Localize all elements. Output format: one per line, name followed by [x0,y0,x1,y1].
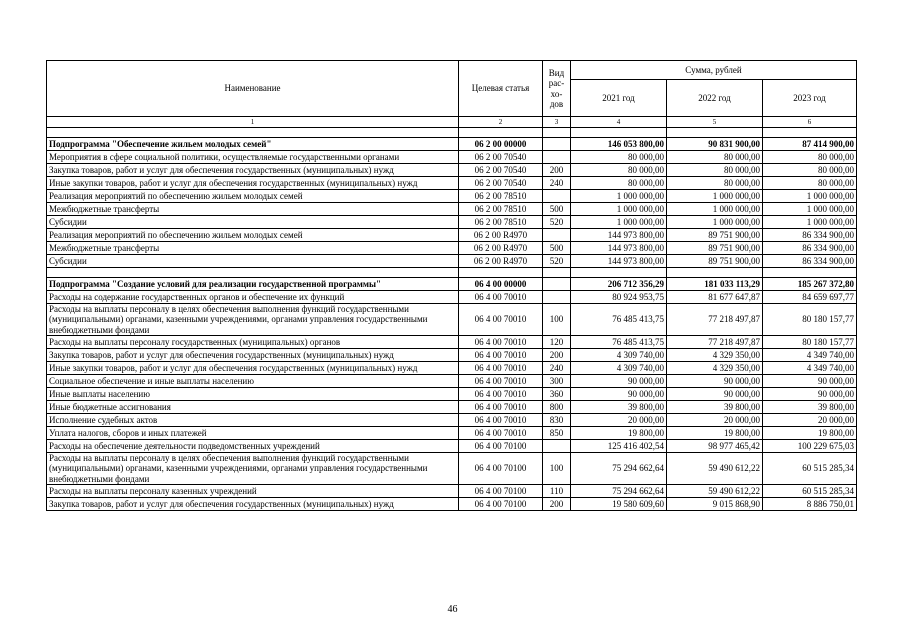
table-row [47,414,857,427]
article-cell: 06 2 00 R4970 [459,255,543,268]
kind-cell: 200 [543,349,571,362]
article-cell: 06 2 00 78510 [459,216,543,229]
table-row [47,291,857,304]
amount-2023-cell: 90 000,00 [763,388,857,401]
kind-cell [543,151,571,164]
amount-2022-cell: 39 800,00 [667,401,763,414]
article-cell: 06 2 00 78510 [459,203,543,216]
name-cell: Субсидии [47,216,459,229]
kind-cell: 500 [543,203,571,216]
amount-2021-cell: 80 000,00 [571,177,667,190]
kind-cell: 240 [543,362,571,375]
empty-cell [571,128,667,138]
article-cell: 06 4 00 70010 [459,375,543,388]
amount-2021-cell: 125 416 402,54 [571,440,667,453]
kind-cell: 360 [543,388,571,401]
kind-cell [543,190,571,203]
amount-2022-cell: 4 329 350,00 [667,349,763,362]
column-index: 5 [667,117,763,128]
subprogram-row [47,278,857,291]
kind-cell: 200 [543,164,571,177]
amount-2023-cell: 86 334 900,00 [763,229,857,242]
page-number: 46 [447,604,458,615]
amount-2022-cell: 89 751 900,00 [667,255,763,268]
spacer-row [47,268,857,278]
kind-cell: 110 [543,485,571,498]
article-cell: 06 2 00 70540 [459,177,543,190]
amount-2023-cell: 19 800,00 [763,427,857,440]
empty-cell [459,128,543,138]
amount-2021-cell: 1 000 000,00 [571,203,667,216]
column-index: 2 [459,117,543,128]
amount-2021-cell: 19 800,00 [571,427,667,440]
table-row [47,362,857,375]
article-cell: 06 4 00 70010 [459,336,543,349]
article-cell: 06 2 00 R4970 [459,242,543,255]
kind-cell [543,138,571,151]
name-cell: Иные закупки товаров, работ и услуг для обеспечения государственных (муниципальных) нужд [47,177,459,190]
header-sum: Сумма, рублей [571,61,857,80]
amount-2023-cell: 60 515 285,34 [763,485,857,498]
kind-cell [543,291,571,304]
empty-cell [571,268,667,278]
amount-2021-cell: 1 000 000,00 [571,216,667,229]
table-row [47,453,857,485]
header-kind: Вид рас- хо- дов [543,61,571,117]
amount-2023-cell: 20 000,00 [763,414,857,427]
amount-2021-cell: 90 000,00 [571,388,667,401]
name-cell: Расходы на выплаты персоналу государственных (муниципальных) органов [47,336,459,349]
kind-cell: 520 [543,216,571,229]
article-cell: 06 2 00 70540 [459,151,543,164]
table-row [47,216,857,229]
name-cell: Социальное обеспечение и иные выплаты населению [47,375,459,388]
table-header [47,61,857,128]
column-index: 3 [543,117,571,128]
name-cell: Расходы на выплаты персоналу в целях обеспечения выполнения функций государственными (муниципальными) органами, казенными учреждениями, органами управления государственными внебюджетными фондами [47,453,459,485]
kind-cell: 300 [543,375,571,388]
amount-2021-cell: 146 053 800,00 [571,138,667,151]
amount-2022-cell: 19 800,00 [667,427,763,440]
amount-2023-cell: 87 414 900,00 [763,138,857,151]
header-2022: 2022 год [667,80,763,117]
name-cell: Межбюджетные трансферты [47,242,459,255]
name-cell: Иные выплаты населению [47,388,459,401]
amount-2022-cell: 9 015 868,90 [667,498,763,511]
table-row [47,336,857,349]
amount-2022-cell: 98 977 465,42 [667,440,763,453]
table-row [47,203,857,216]
table-row [47,440,857,453]
amount-2021-cell: 80 000,00 [571,164,667,177]
column-index: 6 [763,117,857,128]
amount-2023-cell: 1 000 000,00 [763,190,857,203]
kind-cell: 100 [543,304,571,336]
article-cell: 06 2 00 00000 [459,138,543,151]
empty-cell [47,128,459,138]
name-cell: Реализация мероприятий по обеспечению жильем молодых семей [47,190,459,203]
name-cell: Мероприятия в сфере социальной политики, осуществляемые государственными органами [47,151,459,164]
table-row [47,485,857,498]
amount-2022-cell: 77 218 497,87 [667,304,763,336]
amount-2021-cell: 80 000,00 [571,151,667,164]
article-cell: 06 4 00 70010 [459,388,543,401]
name-cell: Уплата налогов, сборов и иных платежей [47,427,459,440]
amount-2023-cell: 4 349 740,00 [763,362,857,375]
table-row [47,242,857,255]
article-cell: 06 4 00 70010 [459,304,543,336]
table-row [47,164,857,177]
amount-2022-cell: 80 000,00 [667,177,763,190]
table-row [47,151,857,164]
amount-2022-cell: 20 000,00 [667,414,763,427]
kind-cell: 120 [543,336,571,349]
kind-cell: 800 [543,401,571,414]
table-row [47,375,857,388]
name-cell: Исполнение судебных актов [47,414,459,427]
amount-2023-cell: 39 800,00 [763,401,857,414]
amount-2022-cell: 89 751 900,00 [667,242,763,255]
article-cell: 06 4 00 70100 [459,453,543,485]
header-2021: 2021 год [571,80,667,117]
amount-2023-cell: 80 180 157,77 [763,304,857,336]
table-row [47,190,857,203]
table-row [47,388,857,401]
kind-cell [543,229,571,242]
article-cell: 06 4 00 70010 [459,427,543,440]
amount-2021-cell: 19 580 609,60 [571,498,667,511]
amount-2021-cell: 206 712 356,29 [571,278,667,291]
budget-table [46,60,857,511]
amount-2021-cell: 76 485 413,75 [571,336,667,349]
amount-2021-cell: 20 000,00 [571,414,667,427]
amount-2022-cell: 77 218 497,87 [667,336,763,349]
kind-cell: 830 [543,414,571,427]
table-row [47,304,857,336]
table-row [47,401,857,414]
amount-2021-cell: 144 973 800,00 [571,242,667,255]
amount-2021-cell: 144 973 800,00 [571,229,667,242]
amount-2022-cell: 59 490 612,22 [667,485,763,498]
amount-2023-cell: 1 000 000,00 [763,203,857,216]
amount-2022-cell: 80 000,00 [667,164,763,177]
kind-cell [543,440,571,453]
amount-2022-cell: 1 000 000,00 [667,203,763,216]
amount-2023-cell: 80 000,00 [763,177,857,190]
name-cell: Закупка товаров, работ и услуг для обеспечения государственных (муниципальных) нужд [47,498,459,511]
column-index: 1 [47,117,459,128]
amount-2022-cell: 4 329 350,00 [667,362,763,375]
article-cell: 06 4 00 70100 [459,498,543,511]
article-cell: 06 2 00 78510 [459,190,543,203]
name-cell: Межбюджетные трансферты [47,203,459,216]
amount-2023-cell: 80 000,00 [763,164,857,177]
table-row [47,177,857,190]
kind-cell: 200 [543,498,571,511]
kind-cell: 850 [543,427,571,440]
amount-2023-cell: 1 000 000,00 [763,216,857,229]
article-cell: 06 2 00 70540 [459,164,543,177]
name-cell: Закупка товаров, работ и услуг для обеспечения государственных (муниципальных) нужд [47,164,459,177]
amount-2021-cell: 75 294 662,64 [571,453,667,485]
amount-2021-cell: 80 924 953,75 [571,291,667,304]
amount-2022-cell: 1 000 000,00 [667,216,763,229]
article-cell: 06 4 00 70010 [459,414,543,427]
name-cell: Подпрограмма "Создание условий для реализации государственной программы" [47,278,459,291]
table-row [47,498,857,511]
amount-2021-cell: 144 973 800,00 [571,255,667,268]
amount-2023-cell: 8 886 750,01 [763,498,857,511]
name-cell: Расходы на содержание государственных органов и обеспечение их функций [47,291,459,304]
amount-2021-cell: 76 485 413,75 [571,304,667,336]
article-cell: 06 4 00 70010 [459,362,543,375]
amount-2022-cell: 89 751 900,00 [667,229,763,242]
article-cell: 06 4 00 70100 [459,440,543,453]
article-cell: 06 4 00 70100 [459,485,543,498]
amount-2021-cell: 4 309 740,00 [571,349,667,362]
empty-cell [667,268,763,278]
spacer-row [47,128,857,138]
empty-cell [543,128,571,138]
name-cell: Субсидии [47,255,459,268]
empty-cell [47,268,459,278]
table-row [47,427,857,440]
amount-2023-cell: 90 000,00 [763,375,857,388]
header-article: Целевая статья [459,61,543,117]
amount-2022-cell: 181 033 113,29 [667,278,763,291]
amount-2023-cell: 60 515 285,34 [763,453,857,485]
kind-cell: 500 [543,242,571,255]
subprogram-row [47,138,857,151]
amount-2022-cell: 59 490 612,22 [667,453,763,485]
article-cell: 06 4 00 70010 [459,349,543,362]
name-cell: Реализация мероприятий по обеспечению жильем молодых семей [47,229,459,242]
empty-cell [763,128,857,138]
header-name: Наименование [47,61,459,117]
amount-2023-cell: 86 334 900,00 [763,242,857,255]
amount-2021-cell: 39 800,00 [571,401,667,414]
article-cell: 06 4 00 70010 [459,291,543,304]
amount-2022-cell: 90 000,00 [667,388,763,401]
amount-2022-cell: 80 000,00 [667,151,763,164]
empty-cell [459,268,543,278]
name-cell: Расходы на выплаты персоналу казенных учреждений [47,485,459,498]
table-row [47,349,857,362]
name-cell: Расходы на выплаты персоналу в целях обеспечения выполнения функций государственными (муниципальными) органами, казенными учреждениями, органами управления государственными внебюджетными фондами [47,304,459,336]
amount-2023-cell: 86 334 900,00 [763,255,857,268]
article-cell: 06 2 00 R4970 [459,229,543,242]
kind-cell: 240 [543,177,571,190]
name-cell: Иные закупки товаров, работ и услуг для обеспечения государственных (муниципальных) нужд [47,362,459,375]
amount-2022-cell: 90 000,00 [667,375,763,388]
kind-cell: 100 [543,453,571,485]
amount-2023-cell: 84 659 697,77 [763,291,857,304]
kind-cell [543,278,571,291]
column-index: 4 [571,117,667,128]
article-cell: 06 4 00 00000 [459,278,543,291]
name-cell: Расходы на обеспечение деятельности подведомственных учреждений [47,440,459,453]
name-cell: Подпрограмма "Обеспечение жильем молодых семей" [47,138,459,151]
amount-2023-cell: 185 267 372,80 [763,278,857,291]
name-cell: Иные бюджетные ассигнования [47,401,459,414]
table-row [47,229,857,242]
amount-2023-cell: 4 349 740,00 [763,349,857,362]
amount-2022-cell: 81 677 647,87 [667,291,763,304]
empty-cell [763,268,857,278]
table-body [47,128,857,511]
empty-cell [667,128,763,138]
amount-2022-cell: 1 000 000,00 [667,190,763,203]
amount-2021-cell: 4 309 740,00 [571,362,667,375]
empty-cell [543,268,571,278]
amount-2021-cell: 75 294 662,64 [571,485,667,498]
amount-2021-cell: 90 000,00 [571,375,667,388]
amount-2023-cell: 100 229 675,03 [763,440,857,453]
article-cell: 06 4 00 70010 [459,401,543,414]
kind-cell: 520 [543,255,571,268]
amount-2021-cell: 1 000 000,00 [571,190,667,203]
amount-2023-cell: 80 180 157,77 [763,336,857,349]
name-cell: Закупка товаров, работ и услуг для обеспечения государственных (муниципальных) нужд [47,349,459,362]
header-2023: 2023 год [763,80,857,117]
amount-2023-cell: 80 000,00 [763,151,857,164]
amount-2022-cell: 90 831 900,00 [667,138,763,151]
table-row [47,255,857,268]
